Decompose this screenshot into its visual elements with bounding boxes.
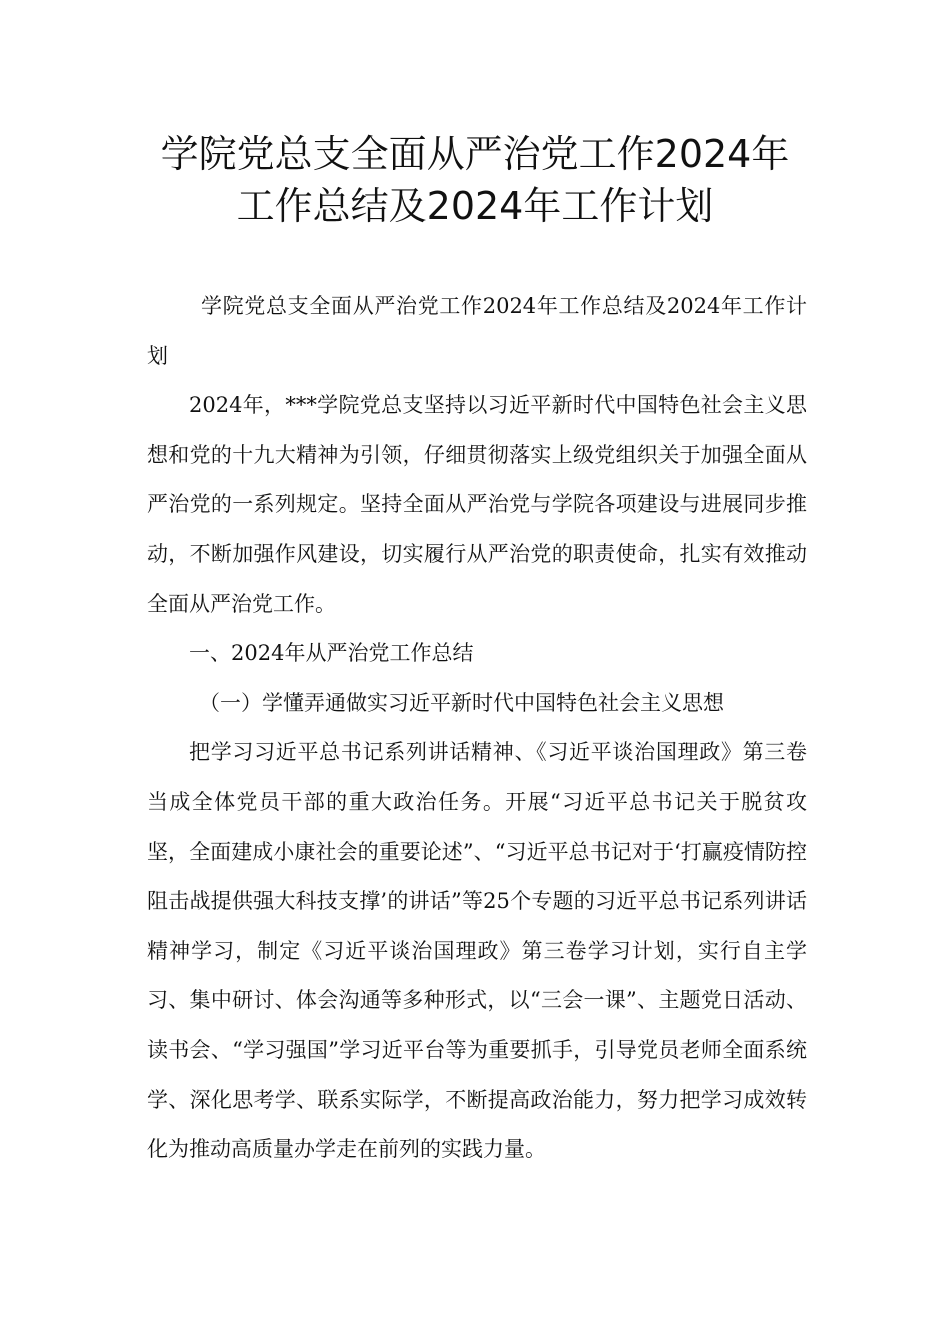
intro-paragraph: 学院党总支全面从严治党工作2024年工作总结及2024年工作计划 — [147, 294, 807, 368]
body-paragraph: 把学习习近平总书记系列讲话精神、《习近平谈治国理政》第三卷当成全体党员干部的重大政治任务。开展“习近平总书记关于脱贫攻坚，全面建成小康社会的重要论述”、“习近平总书记对于‘打赢疫情防控阻击战提供强大科技支撑’的讲话”等25个专题的习近平总书记系列讲话精神学习，制定《习近平谈治国理政》第三卷学习计划，实行自主学习、集中研讨、体会沟通等多种形式，以“三会一课”、主题党日活动、读书会、“学习强国”学习近平台等为重要抓手，引导党员老师全面系统学、深化思考学、联系实际学，不断提高政治能力，努力把学习成效转化为推动高质量办学走在前列的实践力量。 — [147, 740, 807, 1162]
section-heading: 一、2024年从严治党工作总结 — [189, 641, 474, 666]
body-paragraph: 2024年，***学院党总支坚持以习近平新时代中国特色社会主义思想和党的十九大精神为引领，仔细贯彻落实上级党组织关于加强全面从严治党的一系列规定。坚持全面从严治党与学院各项建设与进展同步推动，不断加强作风建设，切实履行从严治党的职责使命，扎实有效推动全面从严治党工作。 — [147, 393, 807, 616]
document-title-line-1: 学院党总支全面从严治党工作2024年 — [160, 132, 790, 176]
document-body — [147, 282, 807, 1175]
subsection-heading: （一）学懂弄通做实习近平新时代中国特色社会主义思想 — [199, 690, 724, 715]
document-title-line-2: 工作总结及2024年工作计划 — [236, 184, 714, 228]
